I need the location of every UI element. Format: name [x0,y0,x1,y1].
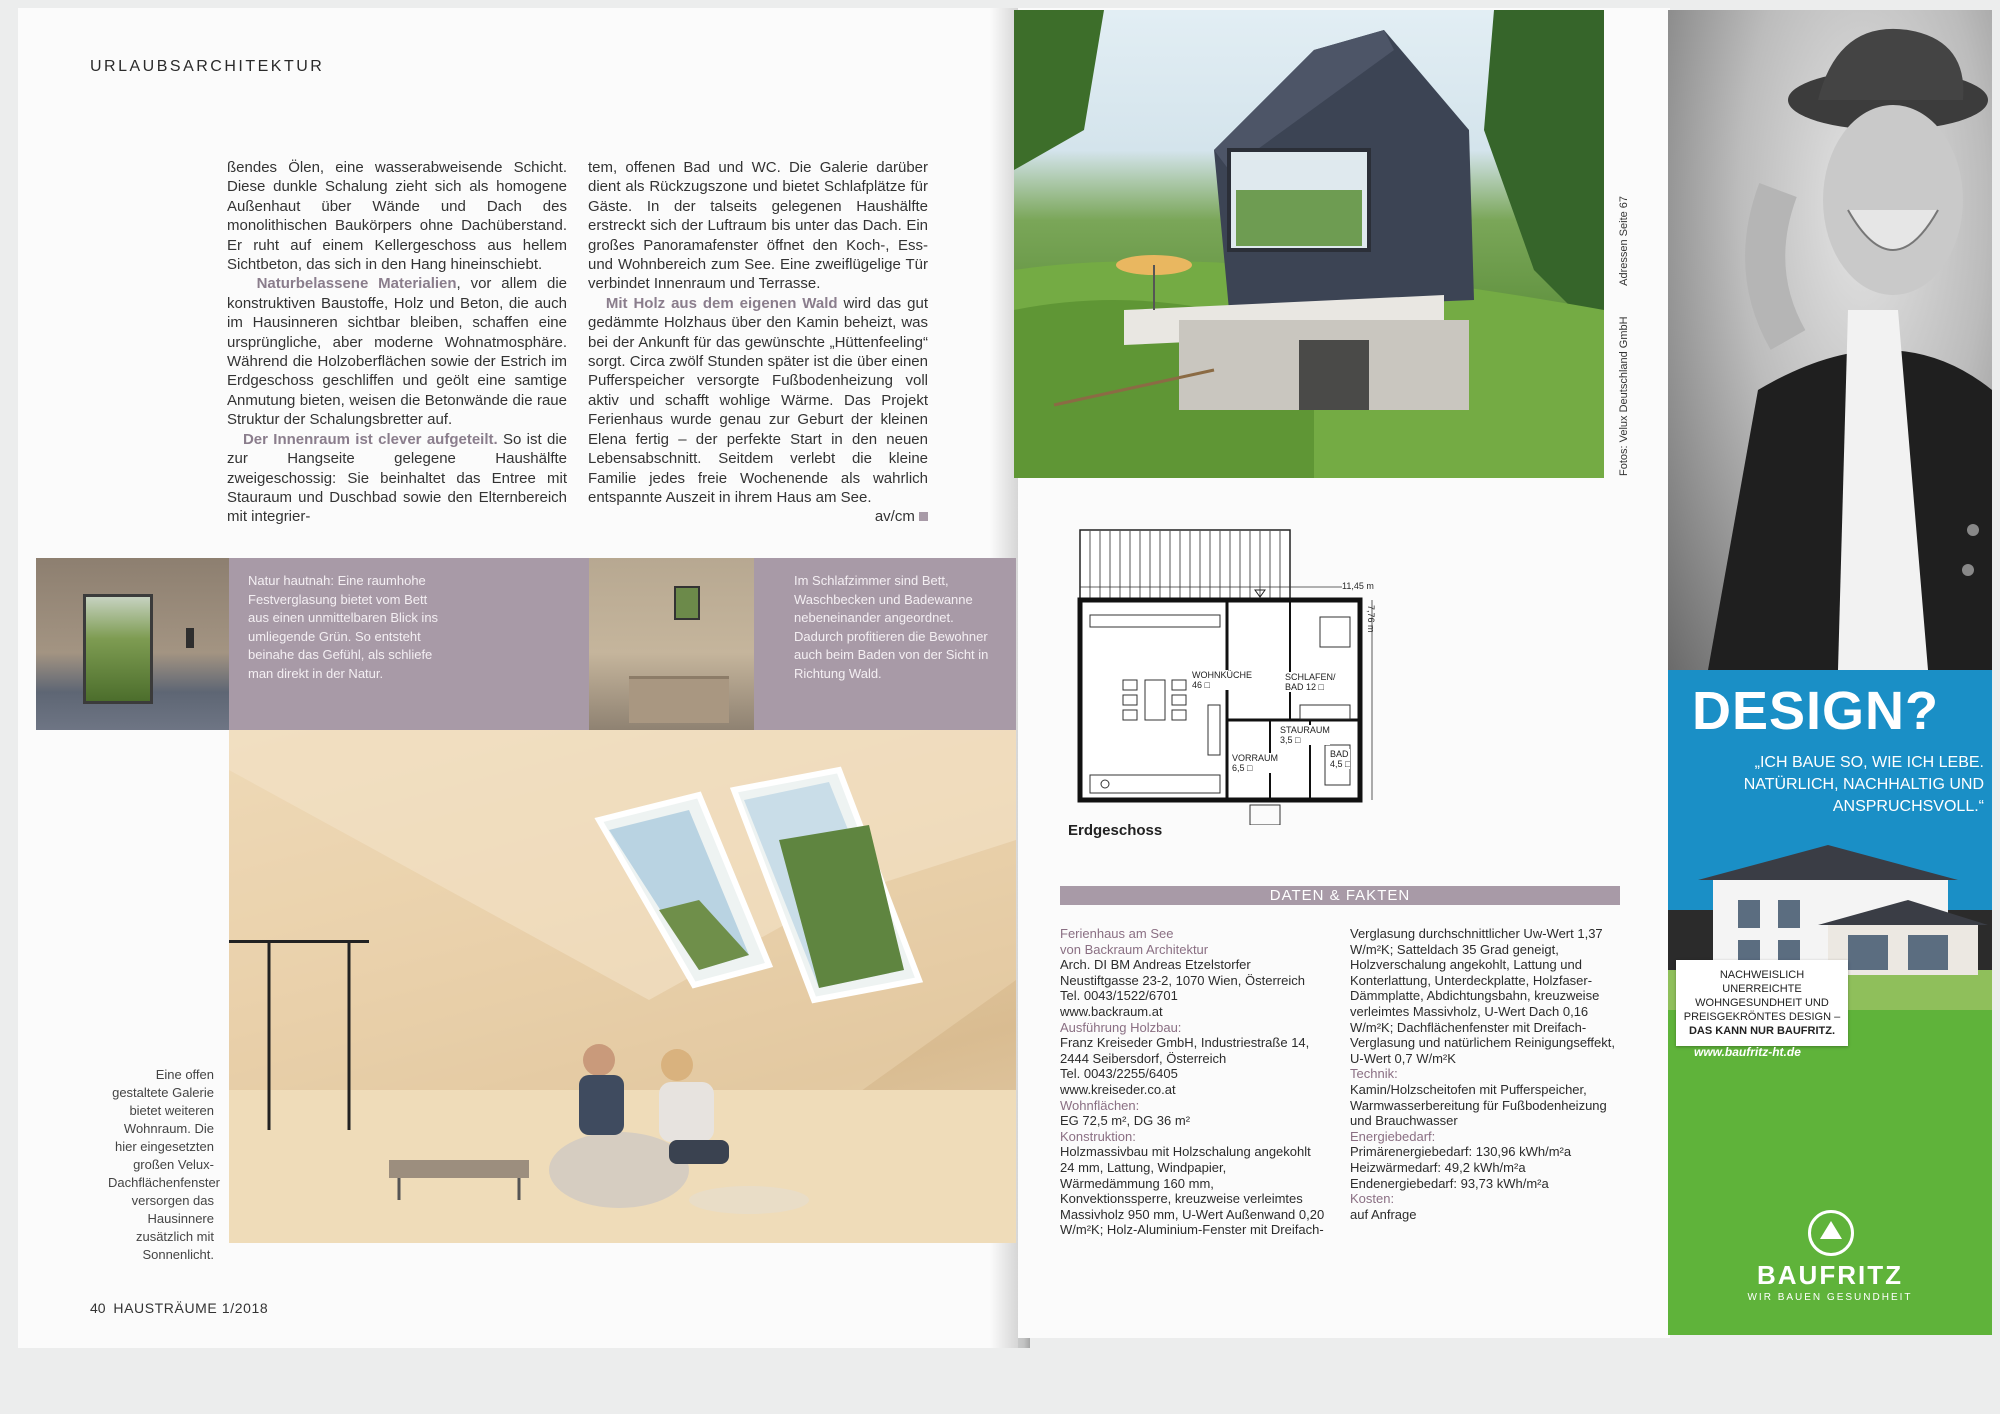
daten-column-2 [1350,926,1620,1222]
technik-label: Technik: [1350,1066,1398,1082]
paragraph: tem, offenen Bad und WC. Die Galerie darüber dient als Rückzugszone und bietet Schlafplätze für Gäste. In der talseits gelegenen Haushälfte erstreckt sich der Luftraum bis unter das Dach. Ein großes Panoramafenster öffnet den Koch-, Ess- und Wohnbereich zum See. Eine zweiflügelige Tür verbindet Innenraum und Terrasse. [588,159,928,293]
wall-lamp [186,628,194,648]
attic-gallery-photo [229,730,1016,1243]
plan-dimension-width: 11,45 m [1342,581,1374,591]
attic-illustration [229,730,1016,1243]
plan-dimension-depth: 7,76 m [1366,605,1376,633]
article-column-2 [588,158,928,527]
daten-column-1 [1060,926,1328,1238]
page-number: 40 [90,1300,106,1316]
ad-green-panel [1668,969,1992,1335]
paragraph-lead: Mit Holz aus dem eigenen Wald [605,294,838,312]
house-exterior-photo [1014,10,1604,478]
kosten-label: Kosten: [1350,1191,1395,1207]
window-view [83,594,153,704]
project-title: Ferienhaus am See [1060,926,1174,941]
technik-details: Kamin/Holzscheitofen mit Pufferspeicher, Warmwasserbereitung für Fußbodenheizung und Brauchwasser [1350,1081,1607,1129]
bathroom-window [674,586,700,620]
konstruktion-label: Konstruktion: [1060,1128,1136,1144]
magazine-issue: HAUSTRÄUME 1/2018 [113,1300,269,1316]
floor-plan [1060,525,1390,845]
photo-credit [1618,176,1634,476]
ad-tagline: WIR BAUEN GESUNDHEIT [1747,1292,1913,1303]
ad-portrait [1668,10,1992,670]
holzbau-label: Ausführung Holzbau: [1060,1019,1182,1035]
baufritz-logo-icon [1808,1210,1854,1256]
author-signature: av/cm [874,508,915,526]
room-label-vorraum: VORRAUM 6,5 □ [1232,753,1279,773]
end-mark-icon [919,512,928,521]
paragraph-lead: Naturbelassene Materialien [256,275,457,293]
page-footer [90,1300,268,1316]
paragraph: Mit Holz aus dem eigenen Wald wird das gut gedämmte Holzhaus über den Kamin beheizt, was bei der Ankunft für das gewünschte „Hüttenfeeling“ sorgt. Circa zwölf Stunden später ist die über einen Pufferspeicher versorgte Fußbodenheizung voll aktiv und schafft wohlige Wärme. Das Projekt Ferienhaus wurde genau zur Geburt der kleinen Elena fertig – der perfekte Start in den neuen Lebensabschnitt. Seitdem verlebt die kleine Familie jedes freie Wochenende als wahrlich entspannte Auszeit in ihrem Haus am See. [588,294,928,506]
ad-brand: BAUFRITZ [1757,1260,1903,1290]
holzbau-details: Franz Kreiseder GmbH, Industriestraße 14, 2444 Seibersdorf, Österreich Tel. 0043/2255/6405 www.kreiseder.co.at [1060,1035,1310,1097]
baufritz-advertisement [1668,10,1992,1335]
caption-natur: Natur hautnah: Eine raumhohe Festverglasung bietet vom Bett aus einen unmittelbaren Blick ins umliegende Grün. So entsteht beinahe das Gefühl, als schliefe man direkt in der Natur. [248,573,439,681]
architect-label: von Backraum Architektur [1060,941,1209,957]
article-column-1 [227,158,567,527]
signature-line [588,507,928,526]
architect-details: Arch. DI BM Andreas Etzelstorfer Neustiftgasse 23-2, 1070 Wien, Österreich Tel. 0043/1522/6701 www.backraum.at [1060,957,1305,1019]
bathtub [629,676,729,723]
flaechen-details: EG 72,5 m², DG 36 m² [1060,1113,1191,1129]
photo-credit-adressen: Adressen Seite 67 [1618,195,1630,286]
paragraph: ßendes Ölen, eine wasserabweisende Schicht. Diese dunkle Schalung zieht sich als homogene Außenhaut über Wände und Dach des monolithischen Baukörpers ohne Dachüberstand. Er ruht auf einem Kellergeschoss aus hellem Sichtbeton, das sich in den Hang hineinschiebt. [227,159,567,274]
bathroom-photo [589,558,754,730]
section-label: URLAUBSARCHITEKTUR [90,58,325,75]
photo-credit-fotos: Fotos: Velux Deutschland GmbH [1618,316,1630,476]
floor-plan-title: Erdgeschoss [1068,822,1163,839]
paragraph: Der Innenraum ist clever aufgeteilt. So ist die zur Hangseite gelegene Haushälfte zweigeschossig: Sie beinhaltet das Entree mit Stauraum und Duschbad sowie den Elternbereich mit integrier- [227,430,567,526]
man-portrait-illustration [1668,10,1992,670]
ad-quote: „ICH BAUE SO, WIE ICH LEBE. NATÜRLICH, NACHHALTIG UND ANSPRUCHSVOLL.“ [1743,754,1984,815]
room-label-wohnkueche: WOHNKÜCHE 46 □ [1192,670,1252,690]
flaechen-label: Wohnflächen: [1060,1097,1140,1113]
daten-fakten-header [1060,886,1620,905]
daten-fakten-heading: DATEN & FAKTEN [1269,887,1411,904]
house-illustration [1014,10,1604,478]
room-label-schlafen: SCHLAFEN/ BAD 12 □ [1285,672,1336,692]
caption-box-natur [229,558,589,730]
konstruktion-continued: Verglasung durchschnittlicher Uw-Wert 1,37 W/m²K; Satteldach 35 Grad geneigt, Holzverschalung angekohlt, Lattung und Konterlattung, Unterdeckplatte, Holzfaser-Dämmplatte, Abdichtungsbahn, kreuzweise verleimtes Massivholz, U-Wert Dach 0,16 W/m²K; Dachflächenfenster mit Dreifach-Verglasung und natürlichem Reinigungseffekt, U-Wert 0,7 W/m²K [1350,926,1615,1066]
ad-headline: DESIGN? [1692,681,1940,741]
room-label-stauraum: STAURAUM 3,5 □ [1280,725,1330,745]
konstruktion-details: Holzmassivbau mit Holzschalung angekohlt 24 mm, Lattung, Windpapier, Wärmedämmung 160 mm, Konvektionssperre, kreuzweise verleimtes Massivholz 950 mm, U-Wert Außenwand 0,20 W/m²K; Holz-Aluminium-Fenster mit Dreifach- [1060,1144,1325,1238]
room-label-bad: BAD 4,5 □ [1330,749,1351,769]
energie-label: Energiebedarf: [1350,1128,1436,1144]
paragraph-lead: Der Innenraum ist clever aufgeteilt. [242,430,498,448]
ad-url-link[interactable]: www.baufritz-ht.de [1694,1045,1801,1059]
ad-badge-strong: DAS KANN NUR BAUFRITZ. [1688,1025,1836,1037]
ad-badge [1676,960,1848,1046]
kosten-details: auf Anfrage [1350,1206,1417,1222]
caption-box-schlafzimmer [754,558,1016,730]
paragraph: Naturbelassene Materialien, vor allem die konstruktiven Baustoffe, Holz und Beton, die auch im Hausinneren sichtbar bleiben, schaffen eine ursprüngliche, aber moderne Wohnatmosphäre. Während die Holzoberflächen sowie der Estrich im Erdgeschoss geschliffen und geölt eine samtige Anmutung bieten, weisen die Betonwände die raue Struktur der Schalungsbretter auf. [227,275,567,429]
ad-badge-text: NACHWEISLICH UNERREICHTE WOHNGESUNDHEIT UND PREISGEKRÖNTES DESIGN – [1683,969,1841,1023]
caption-schlafzimmer: Im Schlafzimmer sind Bett, Waschbecken und Badewanne nebeneinander angeordnet. Dadurch profitieren die Bewohner auch beim Baden von der Sicht in Richtung Wald. [794,573,989,681]
bedroom-window-photo [36,558,229,730]
caption-galerie: Eine offen gestaltete Galerie bietet weiteren Wohnraum. Die hier eingesetzten großen Velux-Dachflächenfenster versorgen das Hausinnere zusätzlich mit Sonnenlicht. [108,1067,221,1262]
energie-details: Primärenergiebedarf: 130,96 kWh/m²a Heizwärmedarf: 49,2 kWh/m²a Endenergiebedarf: 93,73 kWh/m²a [1350,1144,1572,1191]
